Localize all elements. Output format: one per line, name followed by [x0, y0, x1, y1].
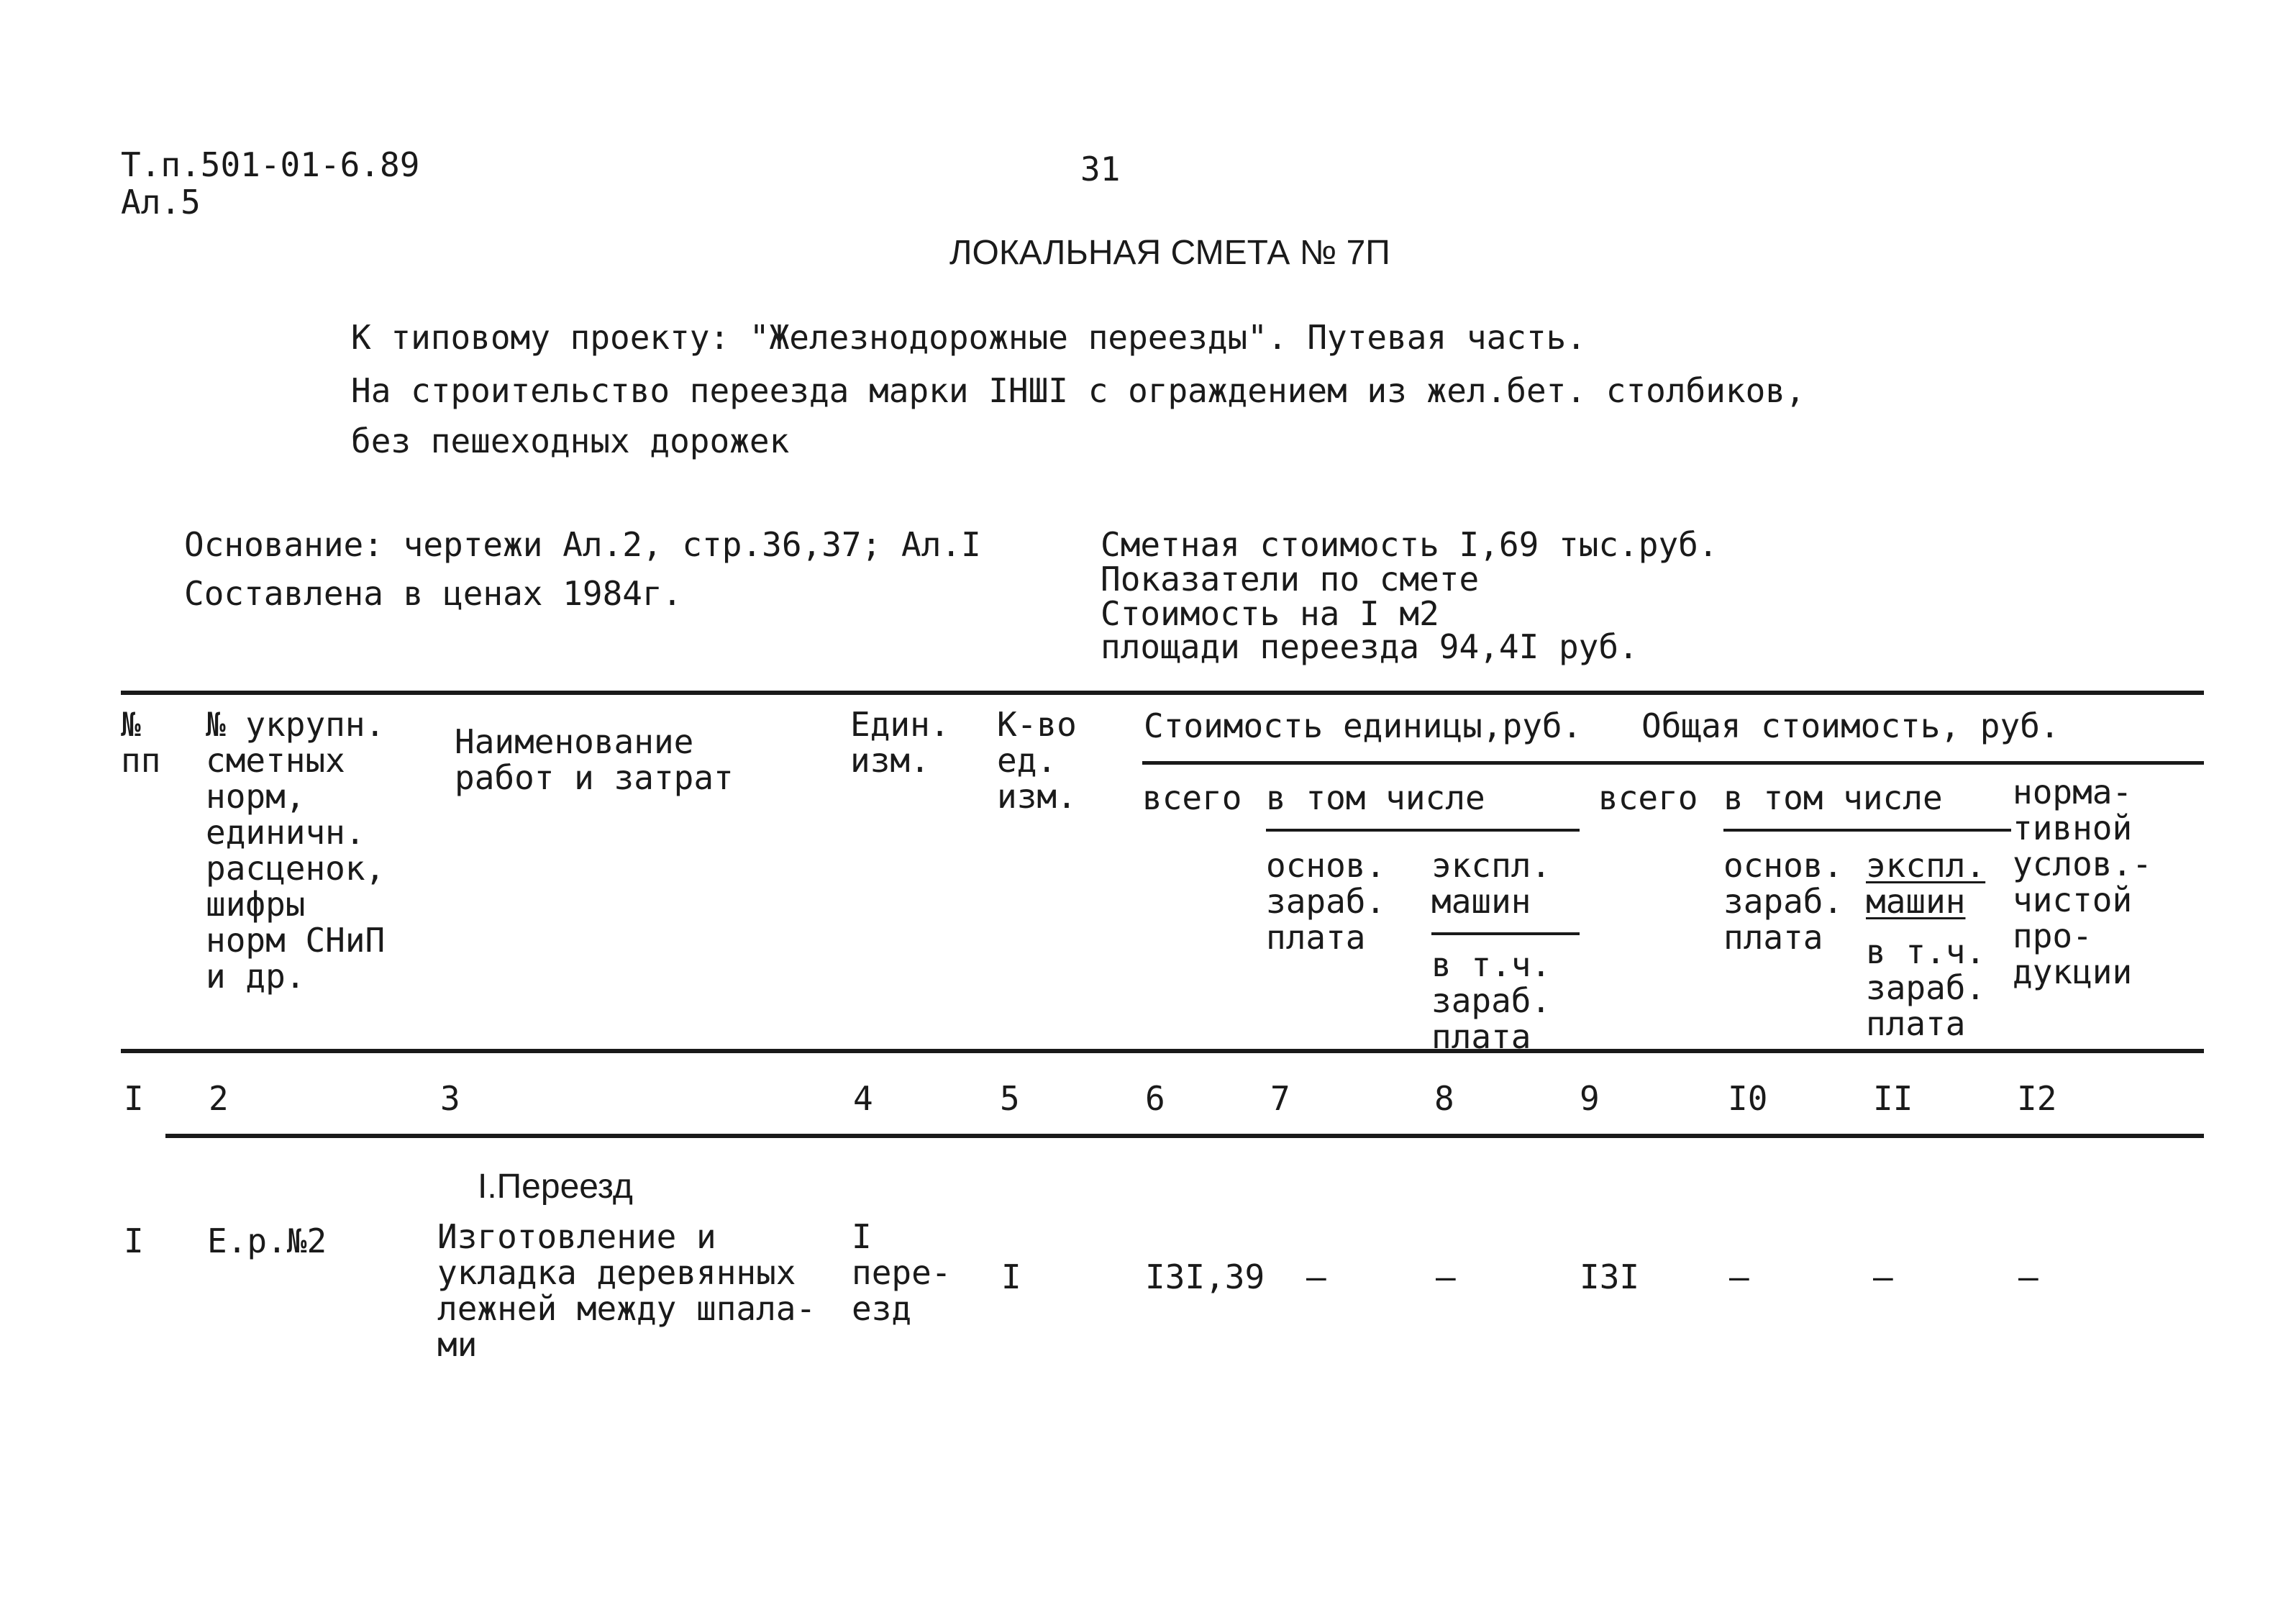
row-normative: – — [2018, 1257, 2038, 1296]
header-unit-cost-group: Стоимость единицы,руб. — [1144, 706, 1582, 745]
col-num-3: 3 — [440, 1079, 460, 1118]
header-unit-incl: в том числе — [1266, 778, 1485, 817]
col-num-4: 4 — [853, 1079, 873, 1118]
col-num-6: 6 — [1145, 1079, 1165, 1118]
header-total-machines-wages: в т.ч. зараб. плата — [1866, 932, 1986, 1043]
estimate-indicators: Показатели по смете — [1101, 560, 1480, 599]
header-unit-wages: основ. зараб. плата — [1266, 846, 1386, 957]
row-unit: I пере- езд — [852, 1217, 952, 1328]
header-total-cost-group: Общая стоимость, руб. — [1641, 706, 2060, 745]
row-num: I — [124, 1222, 144, 1260]
basis-line-1: Основание: чертежи Ал.2, стр.36,37; Ал.I — [184, 525, 981, 564]
col-num-1: I — [124, 1079, 144, 1118]
header-unit-machines-wages: в т.ч. зараб. плата — [1431, 945, 1552, 1056]
row-code: Е.р.№2 — [207, 1222, 327, 1260]
header-unit: Един. изм. — [850, 705, 950, 780]
subject-line-1: К типовому проекту: "Железнодорожные переезды". Путевая часть. — [351, 318, 1587, 357]
header-num: № пп — [121, 705, 161, 780]
page-number: 31 — [1080, 150, 1121, 188]
incl-rule-unit — [1266, 829, 1580, 832]
doc-code: Т.п.501-01-6.89 — [121, 145, 420, 184]
header-total-machines: экспл. машин — [1866, 846, 1986, 921]
col-num-12: I2 — [2017, 1079, 2057, 1118]
header-qty: К-во ед. изм. — [997, 705, 1077, 816]
album-number: Ал.5 — [121, 183, 201, 222]
col-num-7: 7 — [1270, 1079, 1290, 1118]
row-name: Изготовление и укладка деревянных лежней между шпала- ми — [437, 1217, 816, 1364]
row-unit-wages: – — [1306, 1257, 1326, 1296]
col-num-8: 8 — [1434, 1079, 1454, 1118]
table-top-rule — [121, 691, 2204, 695]
col-num-9: 9 — [1580, 1079, 1600, 1118]
header-total-total: всего — [1598, 778, 1698, 817]
row-unit-total: I3I,39 — [1145, 1257, 1265, 1296]
incl-rule-total — [1723, 829, 2011, 832]
section-title: I.Переезд — [478, 1168, 633, 1206]
basis-line-2: Составлена в ценах 1984г. — [184, 574, 683, 613]
estimate-cost: Сметная стоимость I,69 тыс.руб. — [1101, 525, 1718, 564]
header-unit-total: всего — [1142, 778, 1242, 817]
header-total-wages: основ. зараб. плата — [1723, 846, 1844, 957]
col-num-10: I0 — [1728, 1079, 1768, 1118]
subject-line-2: На строительство переезда марки IНШI с ограждением из жел.бет. столбиков, — [351, 371, 1805, 410]
col-num-5: 5 — [1000, 1079, 1020, 1118]
column-numbers-rule — [165, 1134, 2204, 1138]
page-title: ЛОКАЛЬНАЯ СМЕТА № 7П — [949, 234, 1390, 272]
group-rule — [1142, 761, 2204, 765]
header-code: № укрупн. сметных норм, единичн. расценок, шифры норм СНиП и др. — [206, 705, 386, 996]
row-unit-machines: – — [1436, 1257, 1456, 1296]
header-total-incl: в том числе — [1723, 778, 1943, 817]
col-num-11: II — [1873, 1079, 1913, 1118]
estimate-area: площади переезда 94,4I руб. — [1101, 627, 1639, 666]
header-unit-machines: экспл. машин — [1431, 846, 1552, 921]
row-total: I3I — [1580, 1257, 1640, 1296]
header-name: Наименование работ и затрат — [455, 722, 734, 797]
subject-line-3: без пешеходных дорожек — [351, 422, 790, 460]
col-num-2: 2 — [209, 1079, 229, 1118]
header-normative: норма- тивной услов.- чистой про- дукции — [2013, 773, 2152, 991]
estimate-per-m2: Стоимость на I м2 — [1101, 594, 1439, 633]
row-qty: I — [1001, 1257, 1021, 1296]
row-total-machines: – — [1873, 1257, 1893, 1296]
header-bottom-rule — [121, 1049, 2204, 1053]
machines-rule — [1431, 932, 1580, 935]
row-total-wages: – — [1729, 1257, 1749, 1296]
